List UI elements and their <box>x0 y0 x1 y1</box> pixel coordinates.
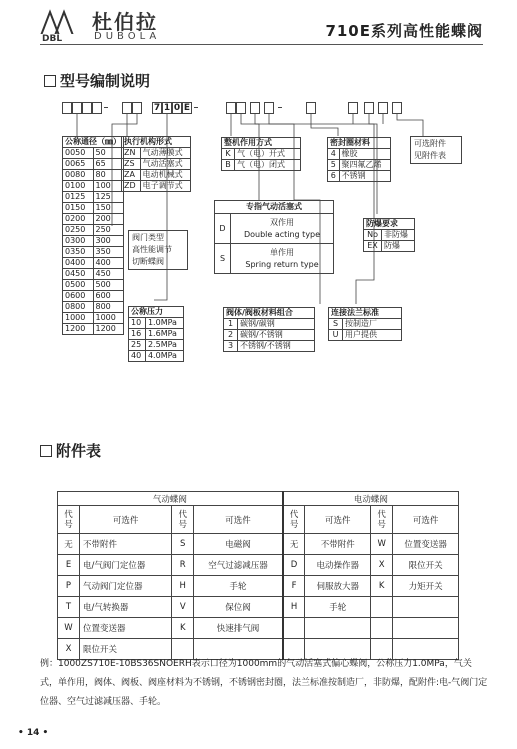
seal-material-header: 密封圈材料 <box>328 138 391 149</box>
code-digit: E <box>183 103 191 113</box>
code-digit: 1 <box>163 103 171 113</box>
action-mode-table: 整机作用方式 K 气（电）开式 B 气（电）闭式 <box>221 137 301 171</box>
nominal-diameter-header: 公称通径（㎜） <box>63 137 124 148</box>
table-row: W 位置变送器 K 快速排气阀 <box>58 618 459 639</box>
code-dash <box>194 107 198 108</box>
option-header: 可选件 <box>80 506 172 534</box>
code-box <box>348 102 358 114</box>
action-mode-header: 整机作用方式 <box>222 138 301 149</box>
code-box <box>226 102 236 114</box>
code-dash <box>104 107 108 108</box>
code-header: 代号 <box>283 506 305 534</box>
table-row: X 限位开关 <box>58 639 459 660</box>
table-row: P 气动阀门定位器 H 手轮 F 伺服放大器 K 力矩开关 <box>58 576 459 597</box>
table-row: 无 不带附件 S 电磁阀 无 不带附件 W 位置变送器 <box>58 534 459 555</box>
valve-type-box: 阀门类型 高性能调节 切断蝶阀 <box>128 230 188 270</box>
nominal-diameter-table: 公称通径（㎜） 0050 50 0065 65 0080 80 0100 100 0125 125 0150 150 0200 200 0250 250 0300 300 0350 350 0400 400 0450 450 0500 500 0600 600 0800 800 1000 1000 1200 1200 <box>62 136 124 335</box>
square-bullet-icon <box>44 75 56 87</box>
section-title-model: 型号编制说明 <box>44 70 150 91</box>
table-row: T 电/气转换器 V 保位阀 H 手轮 <box>58 597 459 618</box>
nominal-pressure-table: 公称压力 10 1.0MPa 16 1.6MPa 25 2.5MPa 40 4.0MPa <box>128 306 184 362</box>
page-header-title: 710E系列高性能蝶阀 <box>325 22 483 40</box>
flange-standard-header: 连接法兰标准 <box>329 308 402 319</box>
code-box <box>82 102 92 114</box>
code-box <box>250 102 260 114</box>
actuator-type-table: 执行机构形式 ZN 气动薄膜式 ZS 气动活塞式 ZA 电动机械式 ZD 电子调节式 <box>121 136 191 192</box>
code-box <box>378 102 388 114</box>
example-note: 例：1000ZS710E-10BS36SNOERH表示口径为1000mm的气动活塞式偏心蝶阀，公称压力1.0MPa，气关式，单作用，阀体、阀板、阀座材料为不锈钢，不锈钢密封圈，法兰标准按制造厂，非防爆，配附件:电-气阀门定位器、空气过滤减压器、手轮。 <box>40 659 488 707</box>
square-bullet-icon <box>40 445 52 457</box>
table-row: E 电/气阀门定位器 R 空气过滤减压器 D 电动操作器 X 限位开关 <box>58 555 459 576</box>
option-header: 可选件 <box>194 506 283 534</box>
code-box <box>236 102 246 114</box>
page-number: • 14 • <box>18 728 49 738</box>
code-header: 代号 <box>172 506 194 534</box>
brand-name-cn: 杜伯拉 <box>92 10 158 34</box>
code-box <box>306 102 316 114</box>
code-box <box>62 102 72 114</box>
code-box <box>132 102 142 114</box>
piston-actuator-header: 专指气动活塞式 <box>215 201 334 214</box>
accessory-table <box>57 491 459 660</box>
code-header: 代号 <box>58 506 80 534</box>
explosion-proof-header: 防爆要求 <box>364 219 415 230</box>
code-header: 代号 <box>371 506 393 534</box>
actuator-type-header: 执行机构形式 <box>122 137 191 148</box>
brand-name-en: DUBOLA <box>94 31 161 42</box>
code-box <box>264 102 274 114</box>
option-header: 可选件 <box>305 506 371 534</box>
body-disc-material-table: 阀体/阀板材料组合 1 碳钢/碳钢 2 碳钢/不锈钢 3 不锈钢/不锈钢 <box>223 307 315 352</box>
body-disc-material-header: 阀体/阀板材料组合 <box>224 308 315 319</box>
optional-accessory-box: 可选附件 见附件表 <box>410 136 462 164</box>
header-divider <box>40 44 483 45</box>
explosion-proof-table: 防爆要求 No 非防爆 EX 防爆 <box>363 218 415 252</box>
code-box <box>122 102 132 114</box>
piston-actuator-table: 专指气动活塞式 D 双作用 Double acting type S 单作用 Spring return type <box>214 200 334 274</box>
code-box <box>392 102 402 114</box>
section-title-accessory: 附件表 <box>40 440 101 461</box>
code-digit: 0 <box>173 103 181 113</box>
code-box <box>92 102 102 114</box>
option-header: 可选件 <box>393 506 459 534</box>
code-dash <box>278 107 282 108</box>
code-digit: 7 <box>153 103 161 113</box>
group-header-electric: 电动蝶阀 <box>283 492 459 506</box>
flange-standard-table: 连接法兰标准 S 按制造厂 U 用户提供 <box>328 307 402 341</box>
code-box <box>72 102 82 114</box>
dubola-logo <box>40 8 86 42</box>
code-box <box>364 102 374 114</box>
logo-text: DBL <box>42 34 63 42</box>
group-header-pneumatic: 气动蝶阀 <box>58 492 283 506</box>
seal-material-table: 密封圈材料 4 橡胶 5 聚四氟乙烯 6 不锈钢 <box>327 137 391 182</box>
nominal-pressure-header: 公称压力 <box>129 307 184 318</box>
